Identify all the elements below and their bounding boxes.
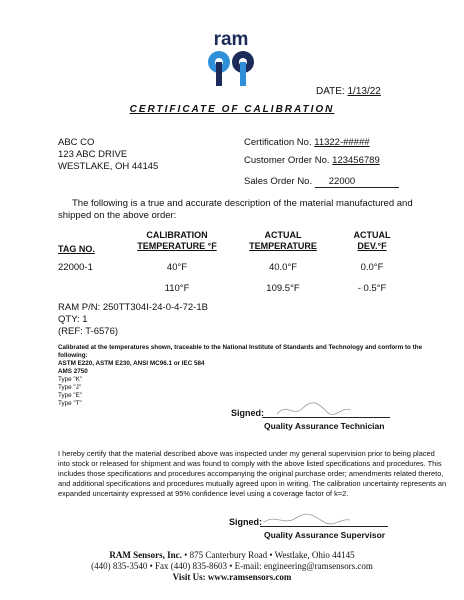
certification-paragraph: I hereby certify that the material described above was inspected under my general supervision prior to being placed into stock or released for shipment and was found to comply with the above listed specifications and procedures. This includes those specifications and procedures accompanying the original purchase order; amendments related thereto, and additional specifications and procedures mutually agreed upon in writing. The calibration uncertainty represents an expanded uncertainty expressed at 95% confidence level using a coverage factor of k=2. xyxy=(58,449,447,498)
customer-city: WESTLAKE, OH 44145 xyxy=(58,161,159,172)
footer-email[interactable]: E-mail: engineering@ramsensors.com xyxy=(234,561,373,571)
standards-block xyxy=(58,344,448,408)
row2-actual: 109.5°F xyxy=(266,283,300,294)
footer-web[interactable]: Visit Us: www.ramsensors.com xyxy=(172,572,292,582)
signature1-scribble xyxy=(275,398,355,420)
part-info xyxy=(58,302,208,338)
row1-actual: 40.0°F xyxy=(268,262,298,273)
type-t: Type "T" xyxy=(58,400,82,407)
document-title: CERTIFICATE OF CALIBRATION xyxy=(129,104,335,115)
header-deviation-top: ACTUAL xyxy=(353,230,391,240)
footer-bullet-1: • xyxy=(184,550,188,560)
intro-paragraph xyxy=(58,198,428,222)
footer-bullet-3: • xyxy=(149,561,153,571)
type-j: Type "J" xyxy=(58,384,82,391)
row1-cal: 40°F xyxy=(166,262,188,273)
signature2-scribble xyxy=(262,508,352,530)
certification-field xyxy=(244,137,386,148)
part-qty: QTY: 1 xyxy=(58,314,88,325)
customer-street: 123 ABC DRIVE xyxy=(58,149,128,160)
logo-brand-text: ram xyxy=(213,29,249,50)
signature2-role: Quality Assurance Supervisor xyxy=(264,530,386,540)
part-number: RAM P/N: 250TT304I-24-0-4-72-1B xyxy=(58,302,208,313)
customer-order-value: 123456789 xyxy=(332,155,380,166)
header-deviation xyxy=(342,230,402,252)
customer-address xyxy=(58,137,158,173)
footer-line2 xyxy=(0,561,464,572)
row2-dev: - 0.5°F xyxy=(357,283,387,294)
sales-order-label: Sales Order No. xyxy=(244,176,313,187)
header-tag-label: TAG NO. xyxy=(58,244,95,254)
row2-cal: 110°F xyxy=(164,283,190,294)
row1-dev: 0.0°F xyxy=(360,262,384,273)
footer-line1 xyxy=(0,550,464,561)
header-calibration-bottom: TEMPERATURE °F xyxy=(137,241,217,251)
date-line xyxy=(316,86,381,97)
certification-label: Certification No. xyxy=(244,137,312,148)
date-label: DATE: xyxy=(316,86,345,97)
row1-tag: 22000-1 xyxy=(58,262,93,273)
date-value: 1/13/22 xyxy=(347,86,381,97)
customer-order-label: Customer Order No. xyxy=(244,155,330,166)
signature2-label: Signed: xyxy=(229,517,262,527)
header-actual-top: ACTUAL xyxy=(264,230,302,240)
intro-text: The following is a true and accurate description of the material manufactured and shipped on the above order: xyxy=(58,198,413,221)
sales-order-value: 22000 xyxy=(315,176,399,188)
ram-logo-mark xyxy=(196,28,266,90)
standards-intro: Calibrated at the temperatures shown, traceable to the National Institute of Standards and Technology and conform to the following: xyxy=(58,344,423,359)
type-e: Type "E" xyxy=(58,392,83,399)
footer-phone: (440) 835-3540 xyxy=(91,561,148,571)
standards-line2: AMS 2750 xyxy=(58,368,88,375)
signature1-label: Signed: xyxy=(231,408,264,418)
header-actual-bottom: TEMPERATURE xyxy=(249,241,317,251)
ram-logo xyxy=(196,28,266,90)
footer-city: Westlake, Ohio 44145 xyxy=(274,550,355,560)
footer-bullet-4: • xyxy=(229,561,233,571)
part-ref: (REF: T-6576) xyxy=(58,326,119,337)
certification-value: 11322-##### xyxy=(314,137,370,148)
header-calibration xyxy=(122,230,232,252)
footer-fax: Fax (440) 835-8603 xyxy=(155,561,227,571)
footer-bullet-2: • xyxy=(269,550,273,560)
sales-order-field xyxy=(244,176,399,188)
footer xyxy=(0,550,464,583)
type-k: Type "K" xyxy=(58,376,83,383)
signature1-role: Quality Assurance Technician xyxy=(264,421,385,431)
header-deviation-bottom: DEV.°F xyxy=(357,241,387,251)
footer-company: RAM Sensors, Inc. xyxy=(109,550,182,560)
customer-order-field xyxy=(244,155,414,166)
customer-name: ABC CO xyxy=(58,137,95,148)
header-tag xyxy=(58,244,95,255)
standards-line1: ASTM E220, ASTM E230, ANSI MC96.1 or IEC 584 xyxy=(58,360,205,367)
footer-address: 875 Canterbury Road xyxy=(189,550,268,560)
header-calibration-top: CALIBRATION xyxy=(146,230,208,240)
header-actual-temp xyxy=(238,230,328,252)
